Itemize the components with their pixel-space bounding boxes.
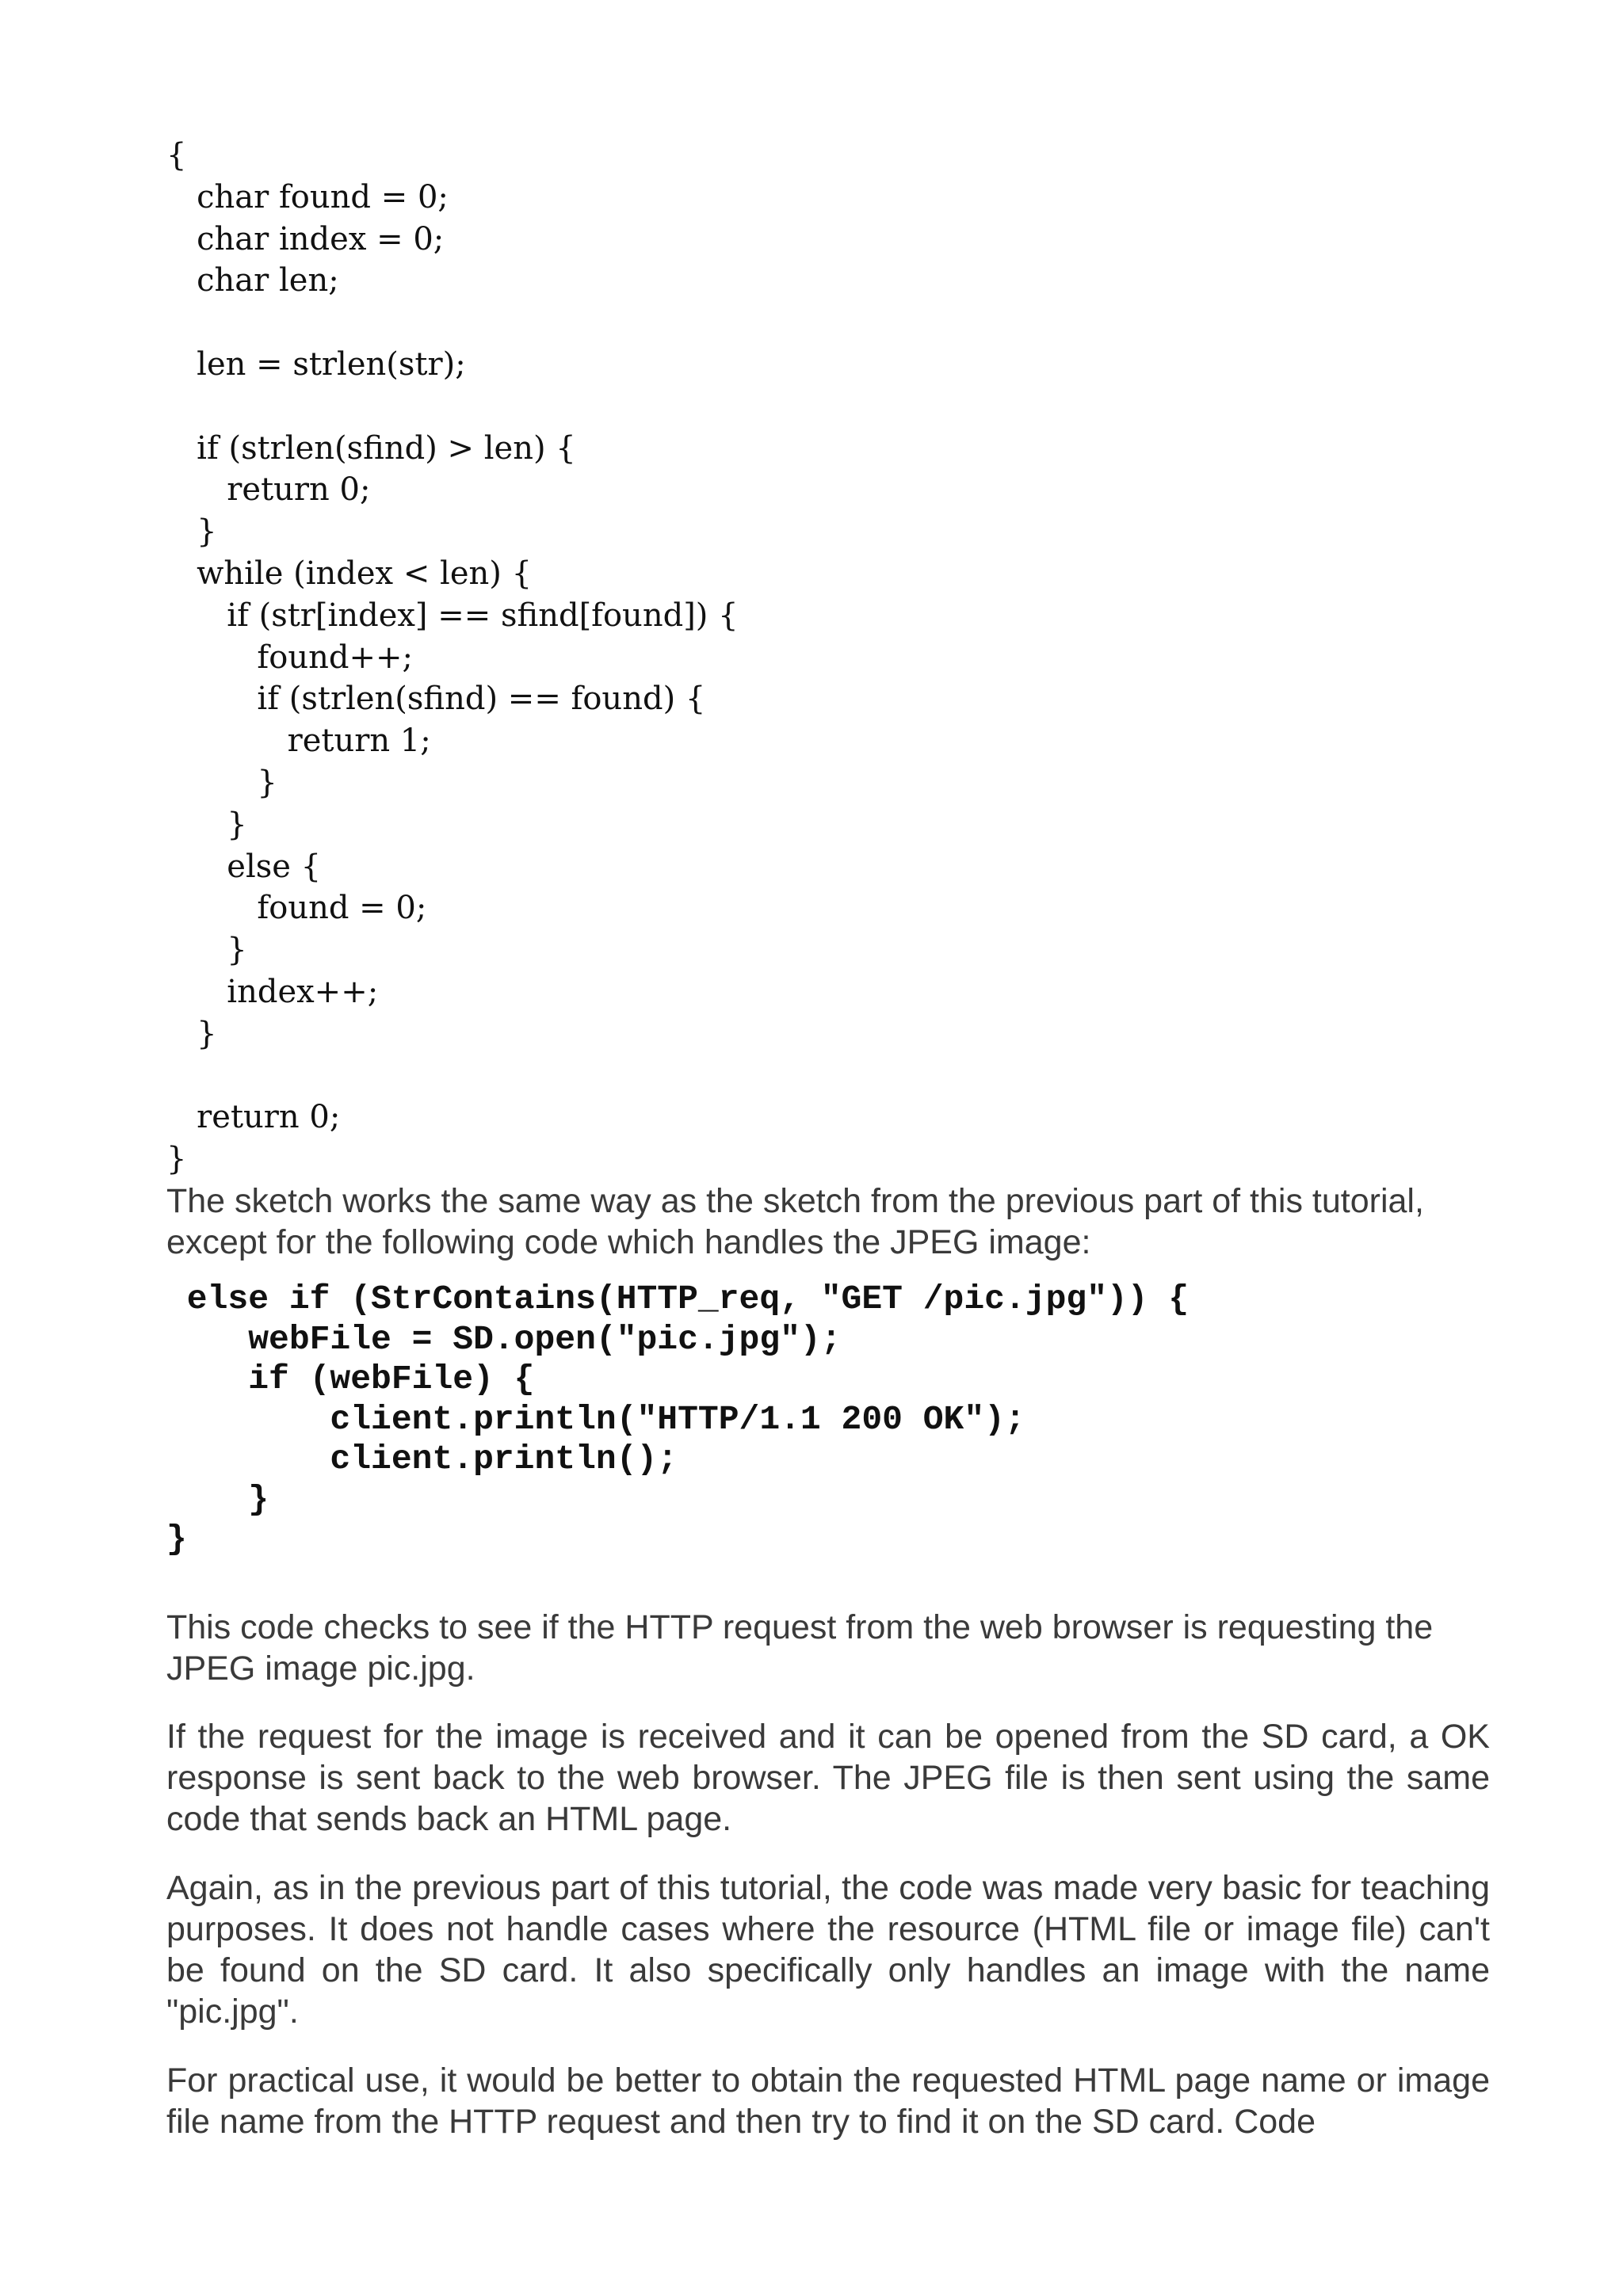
code-line <box>166 386 739 428</box>
code-line: webFile = SD.open("pic.jpg"); <box>166 1319 842 1359</box>
code-line: if (strlen(sfind) == found) { <box>166 681 706 718</box>
code-line: char found = 0; <box>166 178 449 215</box>
code-block-strcontains-body <box>166 135 739 1180</box>
code-line: if (webFile) { <box>166 1360 535 1398</box>
code-line: } <box>166 806 247 843</box>
code-line: len = strlen(str); <box>166 345 466 383</box>
code-line: client.println("HTTP/1.1 200 OK"); <box>166 1399 1025 1439</box>
code-line: if (str[index] == sfind[found]) { <box>166 597 739 634</box>
paragraph-request-check: This code checks to see if the HTTP request from the web browser is requesting the JPEG image pic.jpg. <box>166 1608 1434 1688</box>
code-block-jpeg-handler <box>166 1280 1189 1560</box>
code-line: else { <box>166 848 322 885</box>
code-line: return 0; <box>166 471 371 509</box>
code-line: char index = 0; <box>166 220 445 257</box>
code-line: else if (StrContains(HTTP_req, "GET /pic.jpg")) { <box>166 1280 1190 1318</box>
code-line: return 0; <box>166 1099 341 1136</box>
code-line: if (strlen(sfind) > len) { <box>166 429 576 467</box>
code-line: char len; <box>166 262 339 299</box>
paragraph-basic-teaching: Again, as in the previous part of this tutorial, the code was made very basic for teaching purposes. It does not handle cases where the resource (HTML file or image file) can't be found on the SD card. It also specifically only handles an image with the name "pic.jpg". <box>166 1869 1490 2031</box>
paragraph-practical-use: For practical use, it would be better to obtain the requested HTML page name or image file name from the HTTP request and then try to find it on the SD card. Code <box>166 2061 1490 2141</box>
code-line: client.println(); <box>166 1440 678 1478</box>
paragraph-ok-response: If the request for the image is received and it can be opened from the SD card, a OK response is sent back to the web browser. The JPEG file is then sent using the same code that sends back an HTML page. <box>166 1718 1490 1838</box>
code-line: } <box>166 1520 187 1558</box>
code-line: } <box>166 1479 269 1519</box>
code-line <box>166 1055 739 1097</box>
code-line: } <box>166 764 277 801</box>
code-line: found = 0; <box>166 890 427 927</box>
code-line <box>166 302 739 344</box>
code-line: return 1; <box>166 723 431 760</box>
code-line: } <box>166 1015 217 1052</box>
code-line: } <box>166 1141 187 1178</box>
code-line: index++; <box>166 973 379 1010</box>
code-line: } <box>166 513 217 551</box>
code-line: } <box>166 932 247 969</box>
paragraph-sketch-intro: The sketch works the same way as the sketch from the previous part of this tutorial, except for the following code which handles the JPEG image: <box>166 1182 1424 1261</box>
code-line: while (index < len) { <box>166 555 533 592</box>
code-line: { <box>166 137 187 174</box>
code-line: found++; <box>166 639 413 676</box>
